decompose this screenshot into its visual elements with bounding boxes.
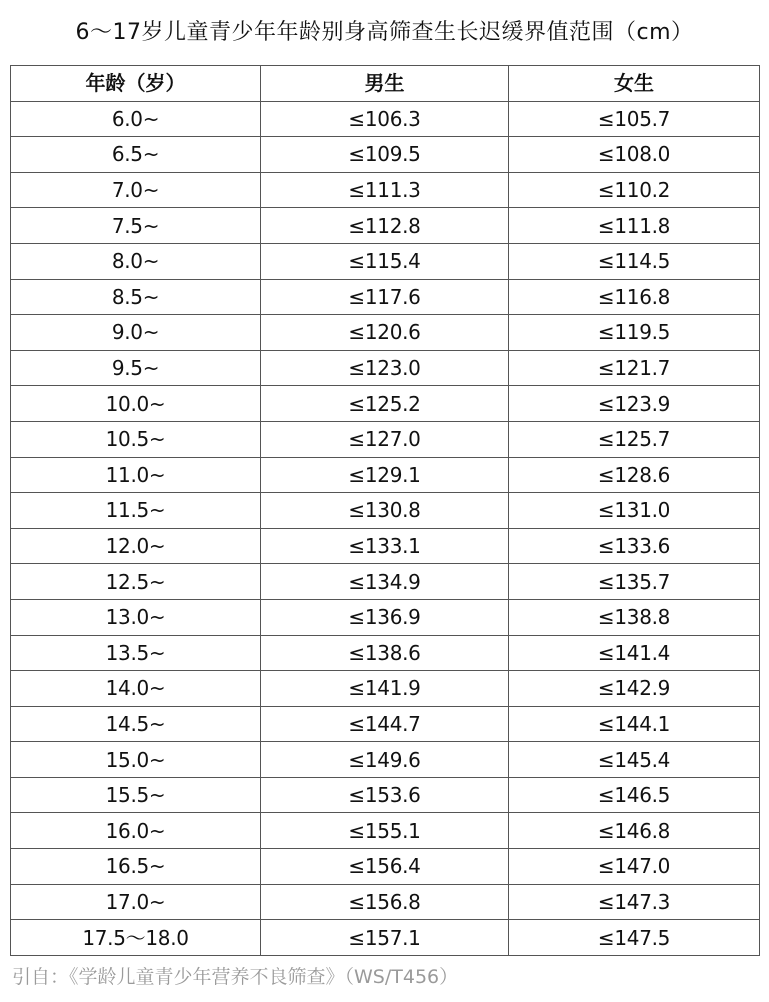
header-row xyxy=(11,66,760,102)
table-row xyxy=(11,599,760,635)
girl-threshold-cell: ≤131.0 xyxy=(509,493,760,529)
table-row xyxy=(11,137,760,173)
boy-threshold-cell: ≤125.2 xyxy=(261,386,509,422)
table-row xyxy=(11,920,760,956)
boy-threshold-cell: ≤112.8 xyxy=(261,208,509,244)
girl-threshold-cell: ≤116.8 xyxy=(509,279,760,315)
boy-threshold-cell: ≤134.9 xyxy=(261,564,509,600)
age-cell: 6.5~ xyxy=(11,137,261,173)
age-cell: 7.5~ xyxy=(11,208,261,244)
table-row xyxy=(11,813,760,849)
table-row xyxy=(11,421,760,457)
girl-threshold-cell: ≤147.0 xyxy=(509,849,760,885)
age-cell: 16.5~ xyxy=(11,849,261,885)
table-row xyxy=(11,101,760,137)
girl-threshold-cell: ≤110.2 xyxy=(509,172,760,208)
table-row xyxy=(11,386,760,422)
girl-threshold-cell: ≤146.5 xyxy=(509,777,760,813)
girl-threshold-cell: ≤141.4 xyxy=(509,635,760,671)
girl-threshold-cell: ≤119.5 xyxy=(509,315,760,351)
age-cell: 11.5~ xyxy=(11,493,261,529)
table-row xyxy=(11,279,760,315)
boy-threshold-cell: ≤130.8 xyxy=(261,493,509,529)
girl-threshold-cell: ≤121.7 xyxy=(509,350,760,386)
boy-threshold-cell: ≤157.1 xyxy=(261,920,509,956)
boy-threshold-cell: ≤120.6 xyxy=(261,315,509,351)
page-title: 6～17岁儿童青少年年龄别身高筛查生长迟缓界值范围（cm） xyxy=(75,20,694,45)
boy-threshold-cell: ≤153.6 xyxy=(261,777,509,813)
boy-threshold-cell: ≤127.0 xyxy=(261,421,509,457)
table-row xyxy=(11,208,760,244)
header-girl: 女生 xyxy=(509,66,760,102)
table-body xyxy=(11,101,760,955)
boy-threshold-cell: ≤144.7 xyxy=(261,706,509,742)
girl-threshold-cell: ≤142.9 xyxy=(509,671,760,707)
age-cell: 13.0~ xyxy=(11,599,261,635)
table-row xyxy=(11,884,760,920)
girl-threshold-cell: ≤133.6 xyxy=(509,528,760,564)
girl-threshold-cell: ≤135.7 xyxy=(509,564,760,600)
boy-threshold-cell: ≤115.4 xyxy=(261,243,509,279)
girl-threshold-cell: ≤146.8 xyxy=(509,813,760,849)
table-header xyxy=(11,66,760,102)
age-cell: 17.0~ xyxy=(11,884,261,920)
boy-threshold-cell: ≤109.5 xyxy=(261,137,509,173)
girl-threshold-cell: ≤145.4 xyxy=(509,742,760,778)
table-row xyxy=(11,742,760,778)
age-cell: 7.0~ xyxy=(11,172,261,208)
girl-threshold-cell: ≤125.7 xyxy=(509,421,760,457)
table-row xyxy=(11,315,760,351)
boy-threshold-cell: ≤138.6 xyxy=(261,635,509,671)
boy-threshold-cell: ≤117.6 xyxy=(261,279,509,315)
age-cell: 9.5~ xyxy=(11,350,261,386)
boy-threshold-cell: ≤123.0 xyxy=(261,350,509,386)
boy-threshold-cell: ≤111.3 xyxy=(261,172,509,208)
table-row xyxy=(11,457,760,493)
table-row xyxy=(11,172,760,208)
age-cell: 13.5~ xyxy=(11,635,261,671)
table-row xyxy=(11,635,760,671)
boy-threshold-cell: ≤129.1 xyxy=(261,457,509,493)
age-cell: 8.5~ xyxy=(11,279,261,315)
age-cell: 14.0~ xyxy=(11,671,261,707)
boy-threshold-cell: ≤133.1 xyxy=(261,528,509,564)
girl-threshold-cell: ≤108.0 xyxy=(509,137,760,173)
girl-threshold-cell: ≤147.3 xyxy=(509,884,760,920)
boy-threshold-cell: ≤141.9 xyxy=(261,671,509,707)
table-row xyxy=(11,528,760,564)
girl-threshold-cell: ≤144.1 xyxy=(509,706,760,742)
girl-threshold-cell: ≤123.9 xyxy=(509,386,760,422)
boy-threshold-cell: ≤106.3 xyxy=(261,101,509,137)
girl-threshold-cell: ≤114.5 xyxy=(509,243,760,279)
girl-threshold-cell: ≤128.6 xyxy=(509,457,760,493)
age-cell: 12.5~ xyxy=(11,564,261,600)
boy-threshold-cell: ≤155.1 xyxy=(261,813,509,849)
age-cell: 9.0~ xyxy=(11,315,261,351)
girl-threshold-cell: ≤147.5 xyxy=(509,920,760,956)
age-cell: 10.0~ xyxy=(11,386,261,422)
age-cell: 16.0~ xyxy=(11,813,261,849)
stunting-threshold-table xyxy=(10,65,760,956)
girl-threshold-cell: ≤105.7 xyxy=(509,101,760,137)
age-cell: 17.5～18.0 xyxy=(11,920,261,956)
table-row xyxy=(11,564,760,600)
table-row xyxy=(11,777,760,813)
age-cell: 15.5~ xyxy=(11,777,261,813)
age-cell: 11.0~ xyxy=(11,457,261,493)
age-cell: 15.0~ xyxy=(11,742,261,778)
source-citation: 引自：《学龄儿童青少年营养不良筛查》（WS/T456） xyxy=(12,966,459,988)
age-cell: 6.0~ xyxy=(11,101,261,137)
age-cell: 10.5~ xyxy=(11,421,261,457)
table-row xyxy=(11,350,760,386)
boy-threshold-cell: ≤136.9 xyxy=(261,599,509,635)
table-row xyxy=(11,671,760,707)
header-age: 年龄（岁） xyxy=(11,66,261,102)
header-boy: 男生 xyxy=(261,66,509,102)
table-row xyxy=(11,849,760,885)
boy-threshold-cell: ≤156.8 xyxy=(261,884,509,920)
table-row xyxy=(11,243,760,279)
age-cell: 8.0~ xyxy=(11,243,261,279)
boy-threshold-cell: ≤149.6 xyxy=(261,742,509,778)
girl-threshold-cell: ≤138.8 xyxy=(509,599,760,635)
table-row xyxy=(11,493,760,529)
age-cell: 14.5~ xyxy=(11,706,261,742)
age-cell: 12.0~ xyxy=(11,528,261,564)
girl-threshold-cell: ≤111.8 xyxy=(509,208,760,244)
table-row xyxy=(11,706,760,742)
boy-threshold-cell: ≤156.4 xyxy=(261,849,509,885)
